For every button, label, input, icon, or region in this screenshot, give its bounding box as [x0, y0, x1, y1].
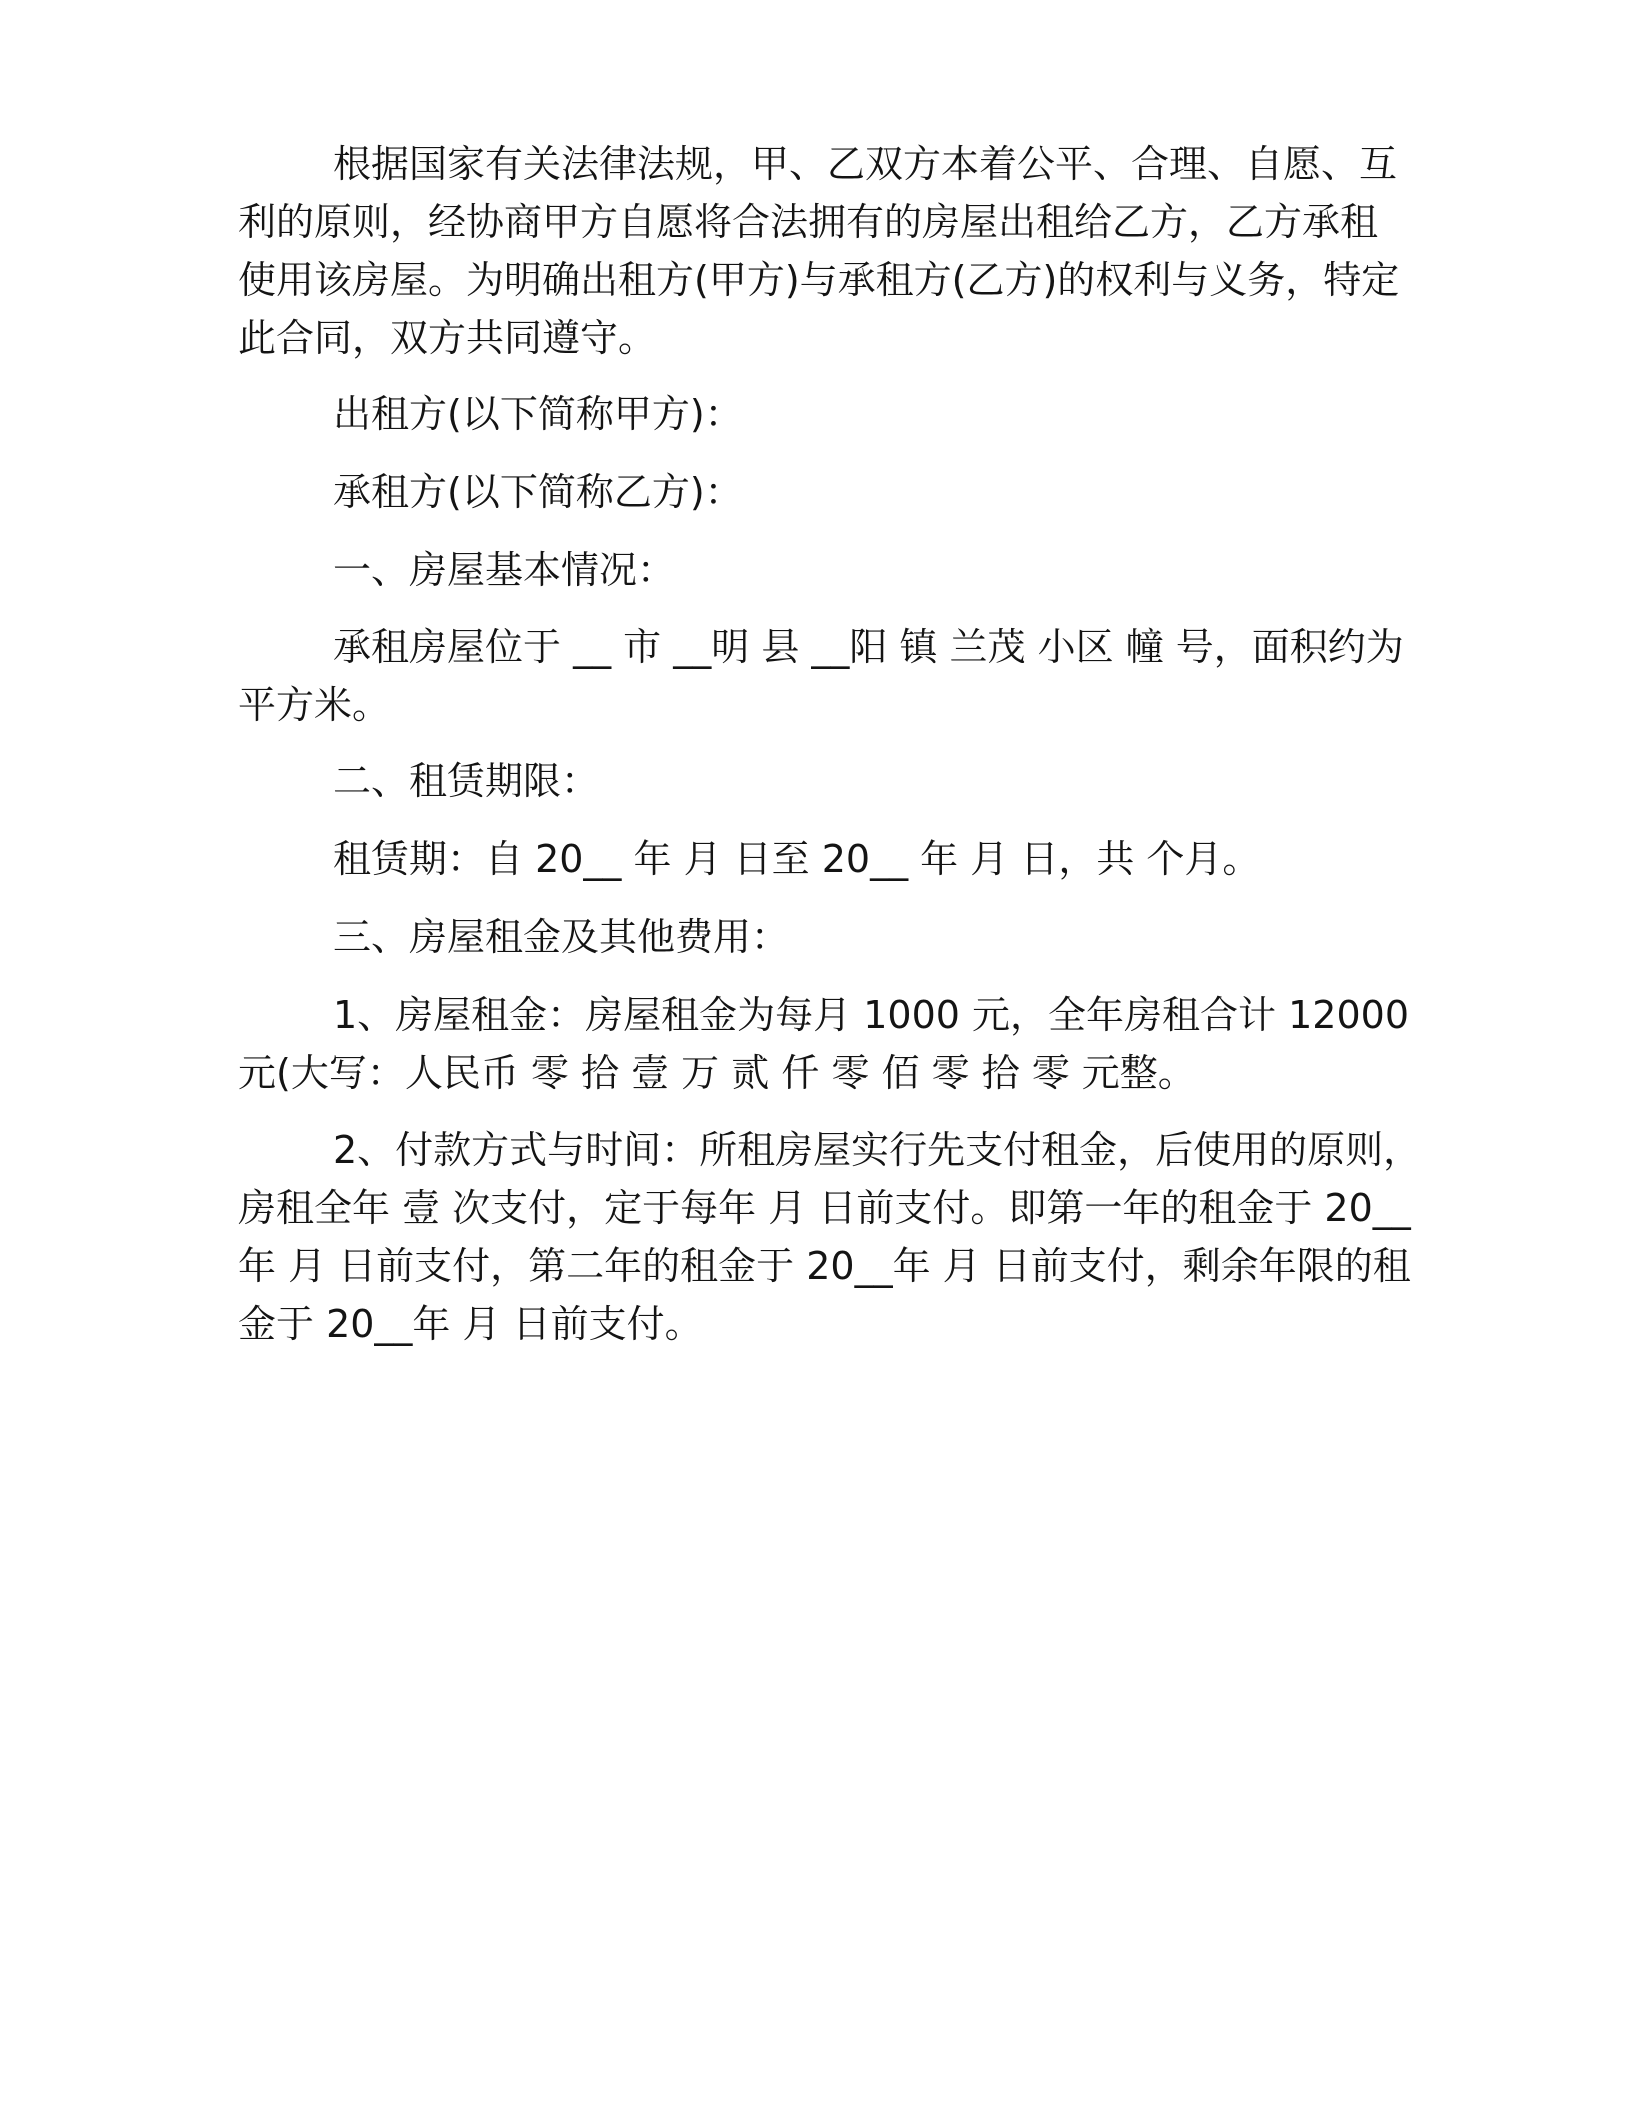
- text-line: 承租方(以下简称乙方)：: [333, 470, 743, 514]
- text-line: 此合同，双方共同遵守。: [238, 316, 657, 360]
- text-line: 元(大写：人民币 零 拾 壹 万 贰 仟 零 佰 零 拾 零 元整。: [238, 1051, 1196, 1095]
- text-line: 1、房屋租金：房屋租金为每月 1000 元，全年房租合计 12000: [333, 993, 1410, 1037]
- paragraph-rent-cont: [238, 1034, 1368, 1112]
- text-line: 一、房屋基本情况：: [333, 548, 676, 592]
- section-heading-3: [333, 898, 1373, 976]
- paragraph-preamble-cont: [238, 299, 1368, 377]
- paragraph-lease-term: [333, 820, 1373, 898]
- text-line: 出租方(以下简称甲方)：: [333, 392, 743, 436]
- section-heading-1: [333, 531, 1373, 609]
- text-line: 年 月 日前支付，第二年的租金于 20__年 月 日前支付，剩余年限的租: [238, 1244, 1411, 1288]
- text-line: 二、租赁期限：: [333, 759, 600, 803]
- text-line: 根据国家有关法律法规，甲、乙双方本着公平、合理、自愿、互: [333, 142, 1398, 186]
- paragraph-property-location-cont: [238, 666, 1368, 744]
- text-line: 使用该房屋。为明确出租方(甲方)与承租方(乙方)的权利与义务，特定: [238, 258, 1400, 302]
- text-line: 金于 20__年 月 日前支付。: [238, 1302, 703, 1346]
- section-heading-2: [333, 742, 1373, 820]
- text-line: 三、房屋租金及其他费用：: [333, 915, 790, 959]
- text-line: 平方米。: [238, 683, 391, 727]
- paragraph-lessee: [333, 453, 1373, 531]
- text-line: 承租房屋位于 __ 市 __明 县 __阳 镇 兰茂 小区 幢 号，面积约为: [333, 625, 1404, 669]
- text-line: 租赁期：自 20__ 年 月 日至 20__ 年 月 日，共 个月。: [333, 837, 1261, 881]
- text-line: 利的原则，经协商甲方自愿将合法拥有的房屋出租给乙方，乙方承租: [238, 200, 1379, 244]
- text-line: 2、付款方式与时间：所租房屋实行先支付租金，后使用的原则，: [333, 1128, 1422, 1172]
- paragraph-payment-cont: [238, 1285, 1368, 1363]
- text-line: 房租全年 壹 次支付，定于每年 月 日前支付。即第一年的租金于 20__: [238, 1186, 1411, 1230]
- paragraph-lessor: [333, 375, 1373, 453]
